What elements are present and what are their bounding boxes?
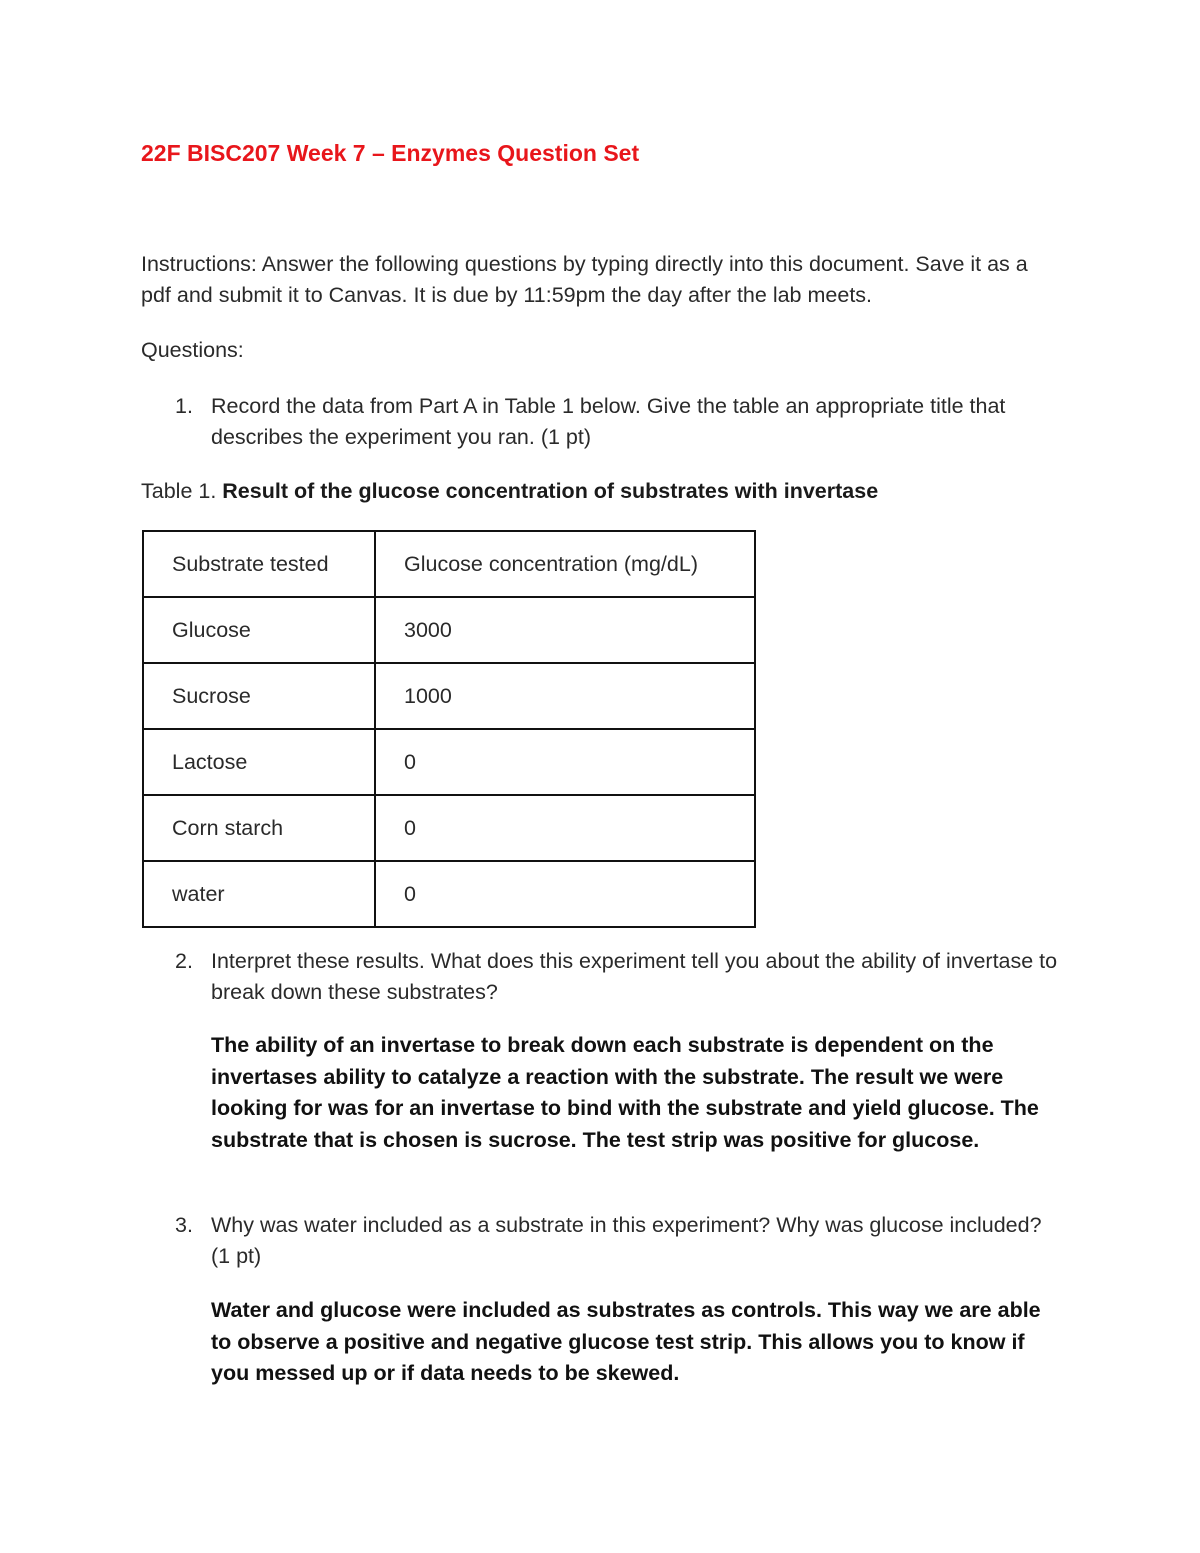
- questions-label: Questions:: [141, 338, 244, 362]
- table-row: [143, 729, 755, 795]
- answer-3: Water and glucose were included as substrates as controls. This way we are able to observe a positive and negative glucose test strip. This allows you to know if you messed up or if data needs to be skewed.: [211, 1298, 1041, 1385]
- table-row: [143, 795, 755, 861]
- table-row: [143, 663, 755, 729]
- table-cell: 0: [375, 795, 755, 861]
- document-title: 22F BISC207 Week 7 – Enzymes Question Set: [141, 140, 640, 166]
- question-number: 3.: [175, 1213, 193, 1237]
- question-text: Record the data from Part A in Table 1 below. Give the table an appropriate title that describes the experiment you ran. (1 pt): [211, 394, 1006, 449]
- table-caption-title: Result of the glucose concentration of substrates with invertase: [222, 479, 879, 503]
- table-cell: Sucrose: [143, 663, 375, 729]
- table-header-cell: Substrate tested: [143, 531, 375, 597]
- table-cell: 3000: [375, 597, 755, 663]
- table-caption-prefix: Table 1.: [141, 479, 223, 503]
- results-table: [142, 530, 756, 928]
- table-row: [143, 861, 755, 927]
- table-cell: 0: [375, 861, 755, 927]
- table-header-cell: Glucose concentration (mg/dL): [375, 531, 755, 597]
- table-cell: Corn starch: [143, 795, 375, 861]
- table-cell: 1000: [375, 663, 755, 729]
- instructions-text: Instructions: Answer the following questions by typing directly into this document. Save it as a pdf and submit it to Canvas. It is due by 11:59pm the day after the lab meets.: [141, 252, 1028, 307]
- table-cell: Glucose: [143, 597, 375, 663]
- question-number: 1.: [175, 394, 193, 418]
- question-text: Why was water included as a substrate in this experiment? Why was glucose included? (1 pt): [211, 1213, 1042, 1268]
- answer-2: The ability of an invertase to break down each substrate is dependent on the invertases ability to catalyze a reaction with the substrate. The result we were looking for was for an invertase to bind with the substrate and yield glucose. The substrate that is chosen is sucrose. The test strip was positive for glucose.: [211, 1033, 1039, 1152]
- question-number: 2.: [175, 949, 193, 973]
- table-header-row: [143, 531, 755, 597]
- table-row: [143, 597, 755, 663]
- question-text: Interpret these results. What does this experiment tell you about the ability of invertase to break down these substrates?: [211, 949, 1058, 1004]
- table-cell: 0: [375, 729, 755, 795]
- table-caption: [141, 476, 878, 507]
- table-cell: Lactose: [143, 729, 375, 795]
- table-cell: water: [143, 861, 375, 927]
